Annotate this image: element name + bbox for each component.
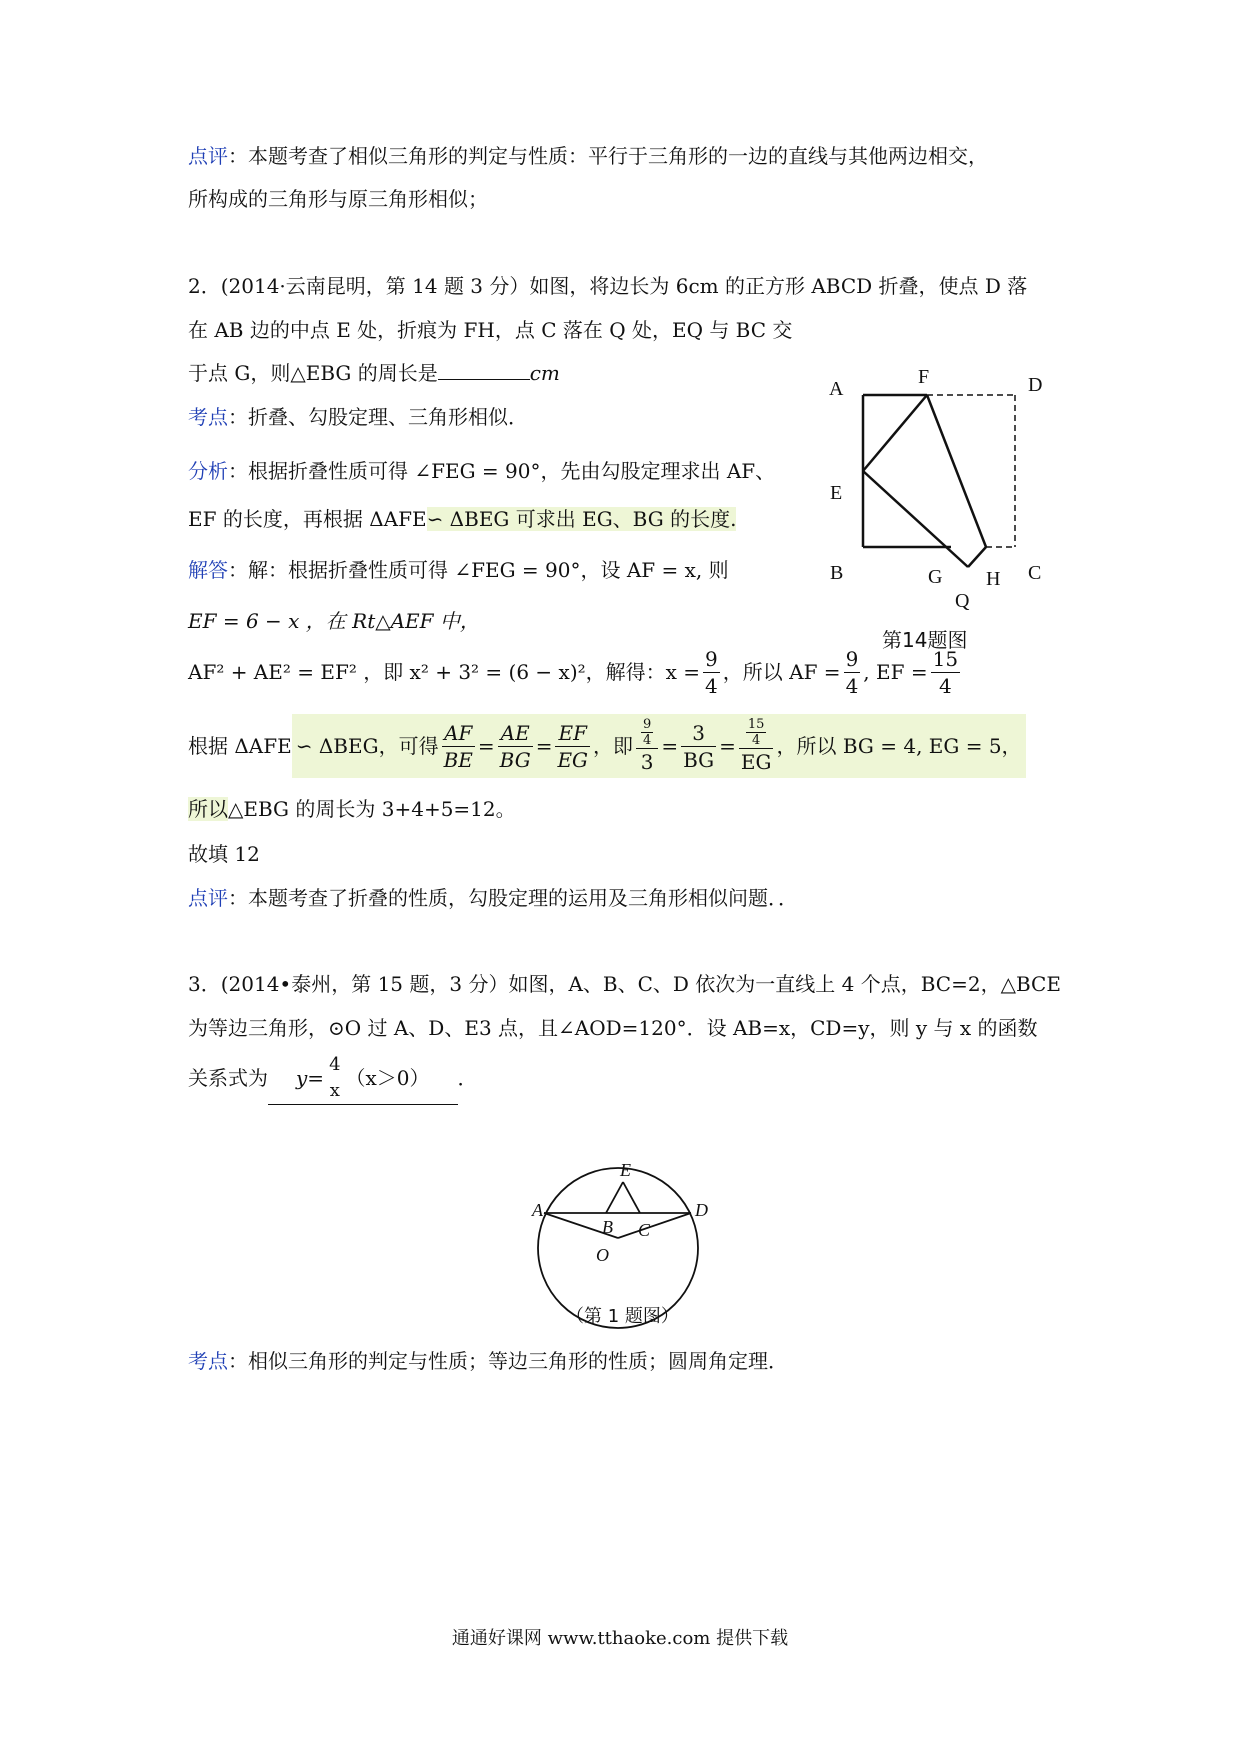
review-label: 点评 (188, 144, 228, 168)
fig1-caption: （第 1 题图） (566, 1306, 679, 1327)
kaodian-label: 考点 (188, 405, 228, 429)
fraction-af: $\frac{9}{4}$ (845, 646, 859, 698)
problem2-jieda-2: EF = 6 − x ，在 Rt△AEF 中， (188, 609, 480, 633)
fig14-label-e: E (830, 482, 843, 504)
fraction-af-be: $\frac{AF}{BE}$ (443, 720, 473, 772)
fraction-ae-bg: $\frac{AE}{BG}$ (499, 720, 531, 772)
equation-line-4: 根据 ΔAFE ∽ ΔBEG，可得 $\frac{AF}{BE}$ = $\frac{AE}{BG}$ = $\frac{EF}{EG}$ ，即 $\frac{\frac{9}{4}}{3}$ = $\frac{3}{BG}$ = $\frac{\frac{15}{4}}{EG}$ ，所以 BG = 4, EG = 5， (188, 714, 1026, 778)
fraction-9-4: $\frac{9}{4}$ (705, 646, 718, 698)
fig14-label-g: G (928, 566, 943, 588)
problem3-kaodian: 考点：相似三角形的判定与性质；等边三角形的性质；圆周角定理． (188, 1349, 788, 1373)
problem2-fenxi-2: EF 的长度，再根据 ΔAFE∽ ΔBEG 可求出 EG、BG 的长度. (188, 507, 737, 531)
fig1-label-b: B (602, 1217, 613, 1237)
kaodian-label-3: 考点 (188, 1349, 228, 1373)
review-line-2: 所构成的三角形与原三角形相似； (188, 187, 488, 211)
fraction-ef: $\frac{15}{4}$ (932, 646, 959, 698)
problem3-stem-1: 3．(2014•泰州，第 15 题，3 分）如图，A、B、C、D 依次为一直线上 4 个点，BC=2，△BCE (188, 972, 1061, 996)
fig14-label-d: D (1028, 374, 1043, 396)
fig1-label-o: O (596, 1245, 609, 1265)
problem2-perimeter-line: 所以△EBG 的周长为 3+4+5=12。 (188, 797, 516, 821)
dianping-label: 点评 (188, 886, 228, 910)
problem2-dianping: 点评：本题考查了折叠的性质，勾股定理的运用及三角形相似问题．． (188, 886, 798, 910)
fig14-label-h: H (986, 568, 1001, 590)
fig14-label-a: A (829, 378, 844, 400)
answer-blank (438, 359, 530, 380)
review-line-1: 点评：本题考查了相似三角形的判定与性质：平行于三角形的一边的直线与其他两边相交， (188, 144, 988, 168)
fig14-label-q: Q (955, 590, 970, 612)
fraction-4-x: 4 x (329, 1053, 341, 1101)
problem3-answer: y= 4 x （x＞0） (268, 1052, 458, 1105)
fig14-caption: 第14题图 (882, 628, 968, 652)
similarity-highlight: ∽ ΔBEG，可得 $\frac{AF}{BE}$ = $\frac{AE}{BG}$ = $\frac{EF}{EG}$ ，即 $\frac{\frac{9}{4}}{3}$ = $\frac{3}{BG}$ = $\frac{\frac{15}{4}}{EG}$ ，所以 BG = 4, EG = 5， (292, 714, 1026, 778)
jieda-label: 解答 (188, 558, 228, 582)
problem2-stem-2: 在 AB 边的中点 E 处，折痕为 FH，点 C 落在 Q 处，EQ 与 BC 交 (188, 318, 793, 342)
problem2-stem-1: 2．(2014·云南昆明，第 14 题 3 分）如图，将边长为 6cm 的正方形 ABCD 折叠，使点 D 落 (188, 274, 1028, 298)
fig1-label-e: E (620, 1160, 631, 1180)
problem3-stem-2: 为等边三角形，⊙O 过 A、D、E3 点，且∠AOD=120°．设 AB=x，CD=y，则 y 与 x 的函数 (188, 1016, 1038, 1040)
problem2-answer-line: 故填 12 (188, 842, 260, 866)
page-footer: 通通好课网 www.tthaoke.com 提供下载 (451, 1628, 789, 1649)
fig1-label-c: C (638, 1220, 651, 1240)
problem2-kaodian: 考点：折叠、勾股定理、三角形相似． (188, 405, 528, 429)
fenxi-label: 分析 (188, 459, 228, 483)
problem2-stem-3: 于点 G，则△EBG 的周长是 cm (188, 361, 560, 385)
problem2-fenxi-1: 分析：根据折叠性质可得 ∠FEG = 90°，先由勾股定理求出 AF、 (188, 459, 776, 483)
fig14-label-c: C (1028, 562, 1042, 584)
fig1-label-a: A (532, 1200, 543, 1220)
fraction-compound-15-4-over-eg: $\frac{\frac{15}{4}}{EG}$ (740, 717, 772, 774)
equation-line-3: AF² + AE² = EF² ，即 x² + 3² = (6 − x)²，解得：x = $\frac{9}{4}$ ，所以 AF = $\frac{9}{4}$ , EF = $\frac{15}{4}$ (188, 646, 959, 698)
fig14-label-f: F (918, 366, 930, 388)
fig1-label-d: D (695, 1200, 708, 1220)
problem3-stem-3: 关系式为 y= 4 x （x＞0） ． (188, 1046, 478, 1110)
problem2-jieda-1: 解答：解：根据折叠性质可得 ∠FEG = 90°，设 AF = x, 则 (188, 558, 729, 582)
fraction-3-bg: $\frac{3}{BG}$ (683, 720, 715, 772)
fig14-label-b: B (830, 562, 844, 584)
fraction-ef-eg: $\frac{EF}{EG}$ (557, 720, 589, 772)
fraction-compound-9-4-over-3: $\frac{\frac{9}{4}}{3}$ (636, 717, 658, 775)
